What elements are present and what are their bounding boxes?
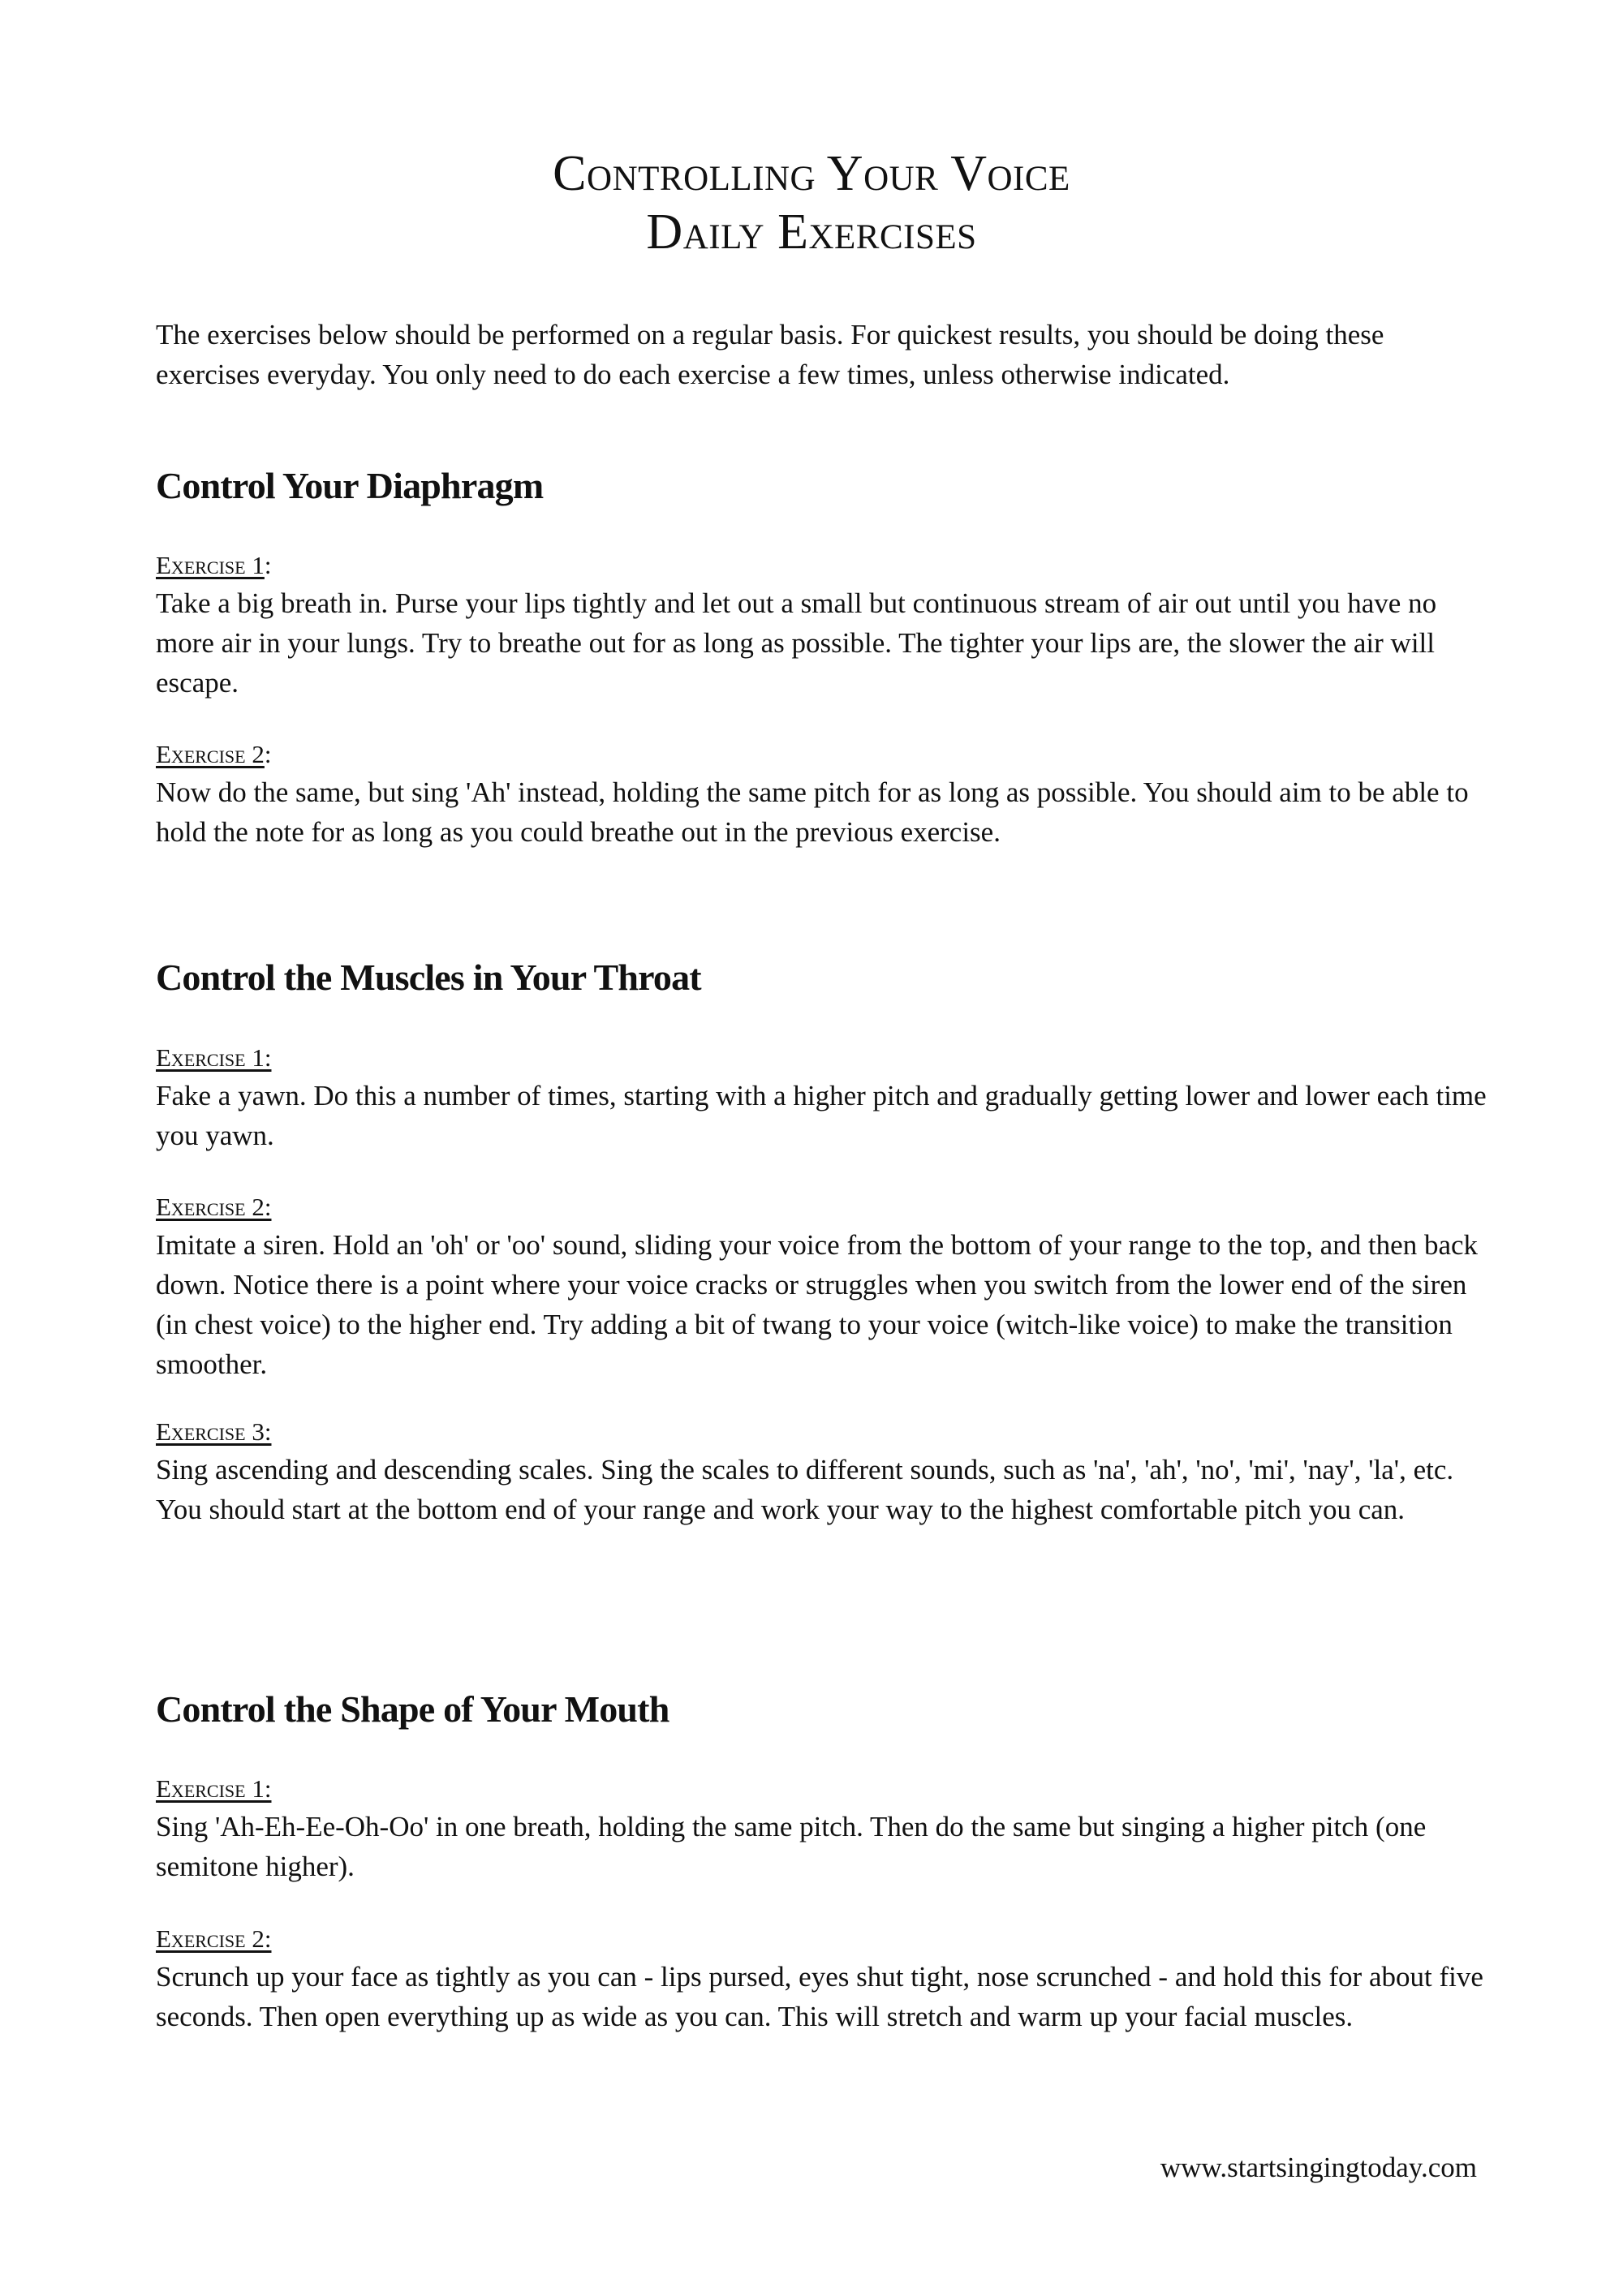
document-title xyxy=(0,144,1623,261)
exercise-block xyxy=(156,1191,1487,1384)
exercise-text: Take a big breath in. Purse your lips tightly and let out a small but continuous stream of air out until you have no more air in your lungs. Try to breathe out for as long as possible. The tighter your lips are, the slower the air will escape. xyxy=(156,587,1437,699)
exercise-label: Exercise 1: xyxy=(156,1043,272,1072)
exercise-text: Fake a yawn. Do this a number of times, starting with a higher pitch and gradually getting lower and lower each time you yawn. xyxy=(156,1080,1487,1151)
exercise-text: Scrunch up your face as tightly as you can - lips pursed, eyes shut tight, nose scrunched - and hold this for about five seconds. Then open everything up as wide as you can. This will stretch and warm up your facial muscles. xyxy=(156,1961,1483,2032)
exercise-label: Exercise 2 xyxy=(156,740,265,768)
exercise-text: Now do the same, but sing 'Ah' instead, holding the same pitch for as long as possible. You should aim to be able to hold the note for as long as you could breathe out in the previous exercise. xyxy=(156,776,1469,848)
exercise-block xyxy=(156,549,1487,703)
section-heading-diaphragm: Control Your Diaphragm xyxy=(156,465,544,506)
exercise-text: Sing ascending and descending scales. Sing the scales to different sounds, such as 'na', 'ah', 'no', 'mi', 'nay', 'la', etc. You should start at the bottom end of your range and work your way to the highest comfortable pitch you can. xyxy=(156,1454,1454,1525)
section-heading-throat: Control the Muscles in Your Throat xyxy=(156,957,701,998)
exercise-label: Exercise 1: xyxy=(156,1774,272,1803)
exercise-label-colon: : xyxy=(264,551,272,579)
exercise-block xyxy=(156,1416,1487,1529)
exercise-text: Sing 'Ah-Eh-Ee-Oh-Oo' in one breath, holding the same pitch. Then do the same but singing a higher pitch (one semitone higher). xyxy=(156,1811,1427,1882)
exercise-block xyxy=(156,1773,1487,1886)
title-line-2: Daily Exercises xyxy=(646,204,977,260)
exercise-block xyxy=(156,1042,1487,1155)
exercise-label: Exercise 2: xyxy=(156,1924,272,1953)
exercise-block xyxy=(156,1923,1487,2036)
exercise-label: Exercise 3: xyxy=(156,1417,272,1446)
section-heading-mouth: Control the Shape of Your Mouth xyxy=(156,1688,669,1730)
title-line-1: Controlling Your Voice xyxy=(553,146,1070,201)
footer-website-url: www.startsingingtoday.com xyxy=(1160,2152,1477,2183)
exercise-label-colon: : xyxy=(264,740,272,768)
intro-paragraph: The exercises below should be performed on a regular basis. For quickest results, you should be doing these exercises everyday. You only need to do each exercise a few times, unless otherwise indicated. xyxy=(156,319,1384,390)
exercise-label: Exercise 1 xyxy=(156,551,265,579)
exercise-block xyxy=(156,738,1487,852)
exercise-label: Exercise 2: xyxy=(156,1193,272,1221)
exercise-text: Imitate a siren. Hold an 'oh' or 'oo' sound, sliding your voice from the bottom of your range to the top, and then back down. Notice there is a point where your voice cracks or struggles when you switch from the lower end of the siren (in chest voice) to the higher end. Try adding a bit of twang to your voice (witch-like voice) to make the transition smoother. xyxy=(156,1229,1479,1380)
